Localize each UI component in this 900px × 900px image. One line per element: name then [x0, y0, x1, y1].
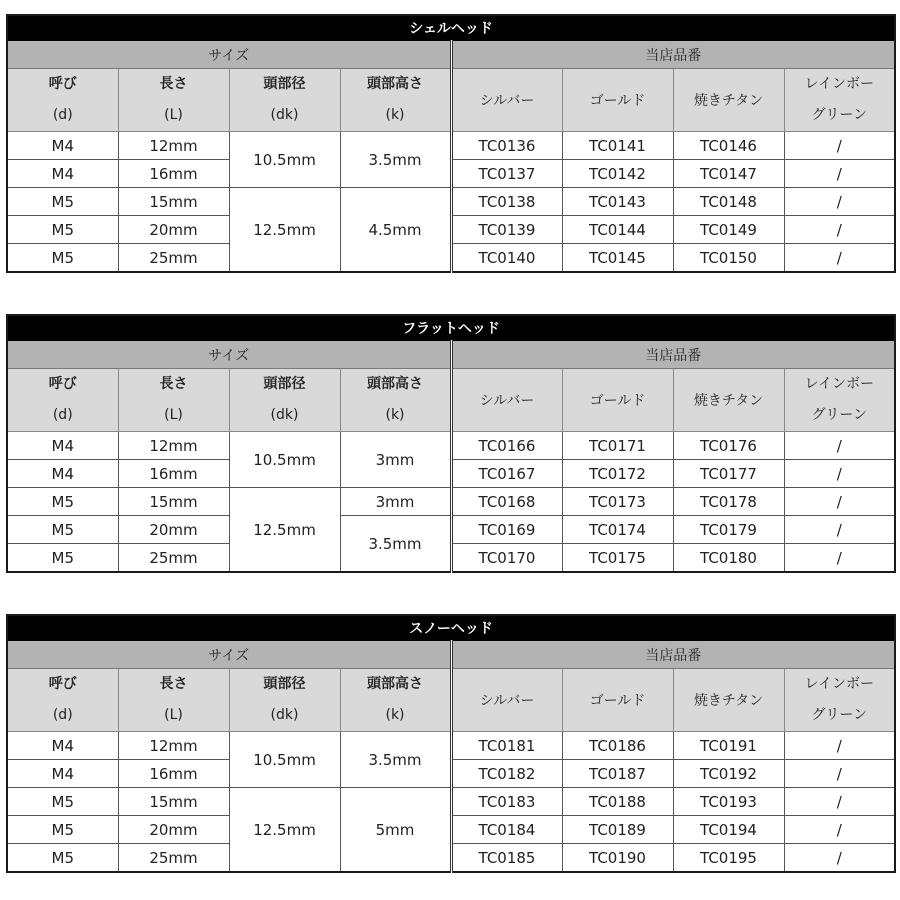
cell-rainbow: /: [784, 816, 895, 844]
cell-k: 4.5mm: [340, 188, 451, 273]
cell-silver: TC0181: [451, 732, 562, 760]
cell-rainbow: /: [784, 432, 895, 460]
cell-rainbow: /: [784, 760, 895, 788]
spec-table: [6, 614, 896, 873]
table-row: [7, 816, 895, 844]
cell-burnt: TC0191: [673, 732, 784, 760]
table-title: スノーヘッド: [7, 615, 895, 641]
cell-rainbow: /: [784, 488, 895, 516]
cell-gold: TC0171: [562, 432, 673, 460]
spec-table: [6, 14, 896, 273]
col-call: [7, 69, 118, 132]
table-row: [7, 188, 895, 216]
cell-rainbow: /: [784, 460, 895, 488]
cell-burnt: TC0148: [673, 188, 784, 216]
cell-d: M5: [7, 788, 118, 816]
spec-table-flat-head: [6, 314, 894, 573]
cell-burnt: TC0147: [673, 160, 784, 188]
cell-rainbow: /: [784, 216, 895, 244]
col-length: [118, 669, 229, 732]
cell-d: M5: [7, 488, 118, 516]
col-length-sub: (L): [164, 707, 183, 723]
cell-gold: TC0143: [562, 188, 673, 216]
col-gold: ゴールド: [562, 669, 673, 732]
col-call-sub: (d): [52, 107, 73, 123]
col-silver: シルバー: [451, 69, 562, 132]
table-row: [7, 460, 895, 488]
cell-gold: TC0144: [562, 216, 673, 244]
col-head-dia-sub: (dk): [270, 707, 299, 723]
cell-burnt: TC0177: [673, 460, 784, 488]
col-rainbow-label-1: レインボー: [804, 76, 874, 92]
cell-burnt: TC0146: [673, 132, 784, 160]
col-length-label: 長さ: [159, 676, 188, 692]
col-rainbow: [784, 369, 895, 432]
cell-k: 5mm: [340, 788, 451, 873]
cell-d: M5: [7, 544, 118, 573]
cell-burnt: TC0195: [673, 844, 784, 873]
col-silver: シルバー: [451, 369, 562, 432]
cell-d: M5: [7, 244, 118, 273]
cell-gold: TC0189: [562, 816, 673, 844]
cell-l: 12mm: [118, 432, 229, 460]
cell-k: 3.5mm: [340, 732, 451, 788]
col-rainbow-label-2: グリーン: [811, 407, 868, 423]
cell-dk: 12.5mm: [229, 188, 340, 273]
cell-l: 15mm: [118, 788, 229, 816]
cell-gold: TC0186: [562, 732, 673, 760]
cell-l: 16mm: [118, 460, 229, 488]
col-head-dia-label: 頭部径: [263, 76, 306, 92]
cell-l: 25mm: [118, 544, 229, 573]
group-size-header: サイズ: [7, 41, 451, 69]
col-head-dia: [229, 369, 340, 432]
cell-k: 3mm: [340, 488, 451, 516]
col-burnt: 焼きチタン: [673, 69, 784, 132]
cell-gold: TC0141: [562, 132, 673, 160]
cell-silver: TC0136: [451, 132, 562, 160]
cell-d: M5: [7, 216, 118, 244]
cell-rainbow: /: [784, 188, 895, 216]
col-head-height: [340, 369, 451, 432]
cell-d: M4: [7, 432, 118, 460]
cell-burnt: TC0192: [673, 760, 784, 788]
cell-d: M4: [7, 160, 118, 188]
group-shop-header: 当店品番: [451, 641, 895, 669]
col-rainbow-label-1: レインボー: [804, 376, 874, 392]
cell-gold: TC0190: [562, 844, 673, 873]
col-length-sub: (L): [164, 407, 183, 423]
col-head-dia: [229, 669, 340, 732]
col-head-dia-sub: (dk): [270, 407, 299, 423]
table-row: [7, 544, 895, 573]
col-rainbow-label-2: グリーン: [811, 107, 868, 123]
cell-silver: TC0169: [451, 516, 562, 544]
cell-rainbow: /: [784, 516, 895, 544]
cell-l: 20mm: [118, 216, 229, 244]
cell-l: 20mm: [118, 516, 229, 544]
col-head-height-sub: (k): [385, 707, 405, 723]
cell-gold: TC0174: [562, 516, 673, 544]
cell-silver: TC0139: [451, 216, 562, 244]
table-row: [7, 132, 895, 160]
cell-rainbow: /: [784, 160, 895, 188]
cell-l: 15mm: [118, 188, 229, 216]
cell-silver: TC0168: [451, 488, 562, 516]
cell-burnt: TC0193: [673, 788, 784, 816]
table-row: [7, 844, 895, 873]
cell-silver: TC0170: [451, 544, 562, 573]
cell-gold: TC0172: [562, 460, 673, 488]
cell-dk: 12.5mm: [229, 488, 340, 573]
cell-burnt: TC0194: [673, 816, 784, 844]
cell-burnt: TC0150: [673, 244, 784, 273]
cell-d: M4: [7, 732, 118, 760]
cell-d: M4: [7, 760, 118, 788]
col-rainbow: [784, 669, 895, 732]
table-title: フラットヘッド: [7, 315, 895, 341]
col-burnt: 焼きチタン: [673, 369, 784, 432]
cell-k: 3mm: [340, 432, 451, 488]
cell-silver: TC0184: [451, 816, 562, 844]
table-row: [7, 160, 895, 188]
spec-table: [6, 314, 896, 573]
col-call-label: 呼び: [48, 376, 77, 392]
cell-rainbow: /: [784, 132, 895, 160]
cell-k: 3.5mm: [340, 132, 451, 188]
col-head-height-sub: (k): [385, 407, 405, 423]
cell-dk: 10.5mm: [229, 432, 340, 488]
table-row: [7, 488, 895, 516]
cell-d: M5: [7, 816, 118, 844]
cell-burnt: TC0176: [673, 432, 784, 460]
cell-burnt: TC0179: [673, 516, 784, 544]
cell-rainbow: /: [784, 732, 895, 760]
table-row: [7, 760, 895, 788]
col-call-label: 呼び: [48, 676, 77, 692]
cell-silver: TC0140: [451, 244, 562, 273]
cell-l: 25mm: [118, 844, 229, 873]
col-head-height-label: 頭部高さ: [367, 676, 423, 692]
group-shop-header: 当店品番: [451, 41, 895, 69]
table-row: [7, 788, 895, 816]
col-call-sub: (d): [52, 707, 73, 723]
col-rainbow-label-1: レインボー: [804, 676, 874, 692]
cell-gold: TC0187: [562, 760, 673, 788]
col-length-sub: (L): [164, 107, 183, 123]
cell-burnt: TC0178: [673, 488, 784, 516]
cell-rainbow: /: [784, 844, 895, 873]
spec-table-shell-head: [6, 14, 894, 273]
table-row: [7, 244, 895, 273]
cell-rainbow: /: [784, 544, 895, 573]
col-gold: ゴールド: [562, 69, 673, 132]
group-shop-header: 当店品番: [451, 341, 895, 369]
col-head-height: [340, 69, 451, 132]
col-call: [7, 369, 118, 432]
cell-silver: TC0166: [451, 432, 562, 460]
table-row: [7, 432, 895, 460]
col-length: [118, 369, 229, 432]
table-title: シェルヘッド: [7, 15, 895, 41]
cell-silver: TC0182: [451, 760, 562, 788]
cell-gold: TC0188: [562, 788, 673, 816]
col-head-height-label: 頭部高さ: [367, 76, 423, 92]
cell-silver: TC0185: [451, 844, 562, 873]
cell-l: 25mm: [118, 244, 229, 273]
col-length: [118, 69, 229, 132]
cell-gold: TC0145: [562, 244, 673, 273]
group-size-header: サイズ: [7, 341, 451, 369]
cell-gold: TC0142: [562, 160, 673, 188]
col-length-label: 長さ: [159, 76, 188, 92]
table-row: [7, 516, 895, 544]
col-rainbow-label-2: グリーン: [811, 707, 868, 723]
col-call-sub: (d): [52, 407, 73, 423]
table-row: [7, 216, 895, 244]
cell-silver: TC0138: [451, 188, 562, 216]
col-call: [7, 669, 118, 732]
table-row: [7, 732, 895, 760]
cell-burnt: TC0180: [673, 544, 784, 573]
col-call-label: 呼び: [48, 76, 77, 92]
cell-l: 12mm: [118, 732, 229, 760]
cell-k: 3.5mm: [340, 516, 451, 573]
cell-rainbow: /: [784, 788, 895, 816]
cell-gold: TC0173: [562, 488, 673, 516]
col-rainbow: [784, 69, 895, 132]
col-head-dia-label: 頭部径: [263, 376, 306, 392]
cell-l: 12mm: [118, 132, 229, 160]
cell-burnt: TC0149: [673, 216, 784, 244]
cell-silver: TC0167: [451, 460, 562, 488]
col-gold: ゴールド: [562, 369, 673, 432]
col-head-height-sub: (k): [385, 107, 405, 123]
cell-l: 15mm: [118, 488, 229, 516]
col-head-height: [340, 669, 451, 732]
cell-rainbow: /: [784, 244, 895, 273]
cell-l: 20mm: [118, 816, 229, 844]
cell-d: M5: [7, 844, 118, 873]
col-head-dia-label: 頭部径: [263, 676, 306, 692]
col-head-dia-sub: (dk): [270, 107, 299, 123]
cell-d: M5: [7, 188, 118, 216]
cell-l: 16mm: [118, 760, 229, 788]
cell-silver: TC0183: [451, 788, 562, 816]
cell-d: M5: [7, 516, 118, 544]
cell-dk: 10.5mm: [229, 732, 340, 788]
cell-silver: TC0137: [451, 160, 562, 188]
cell-d: M4: [7, 132, 118, 160]
cell-gold: TC0175: [562, 544, 673, 573]
spec-table-snow-head: [6, 614, 894, 873]
col-burnt: 焼きチタン: [673, 669, 784, 732]
cell-dk: 12.5mm: [229, 788, 340, 873]
cell-dk: 10.5mm: [229, 132, 340, 188]
cell-d: M4: [7, 460, 118, 488]
col-head-height-label: 頭部高さ: [367, 376, 423, 392]
col-silver: シルバー: [451, 669, 562, 732]
cell-l: 16mm: [118, 160, 229, 188]
col-length-label: 長さ: [159, 376, 188, 392]
col-head-dia: [229, 69, 340, 132]
group-size-header: サイズ: [7, 641, 451, 669]
